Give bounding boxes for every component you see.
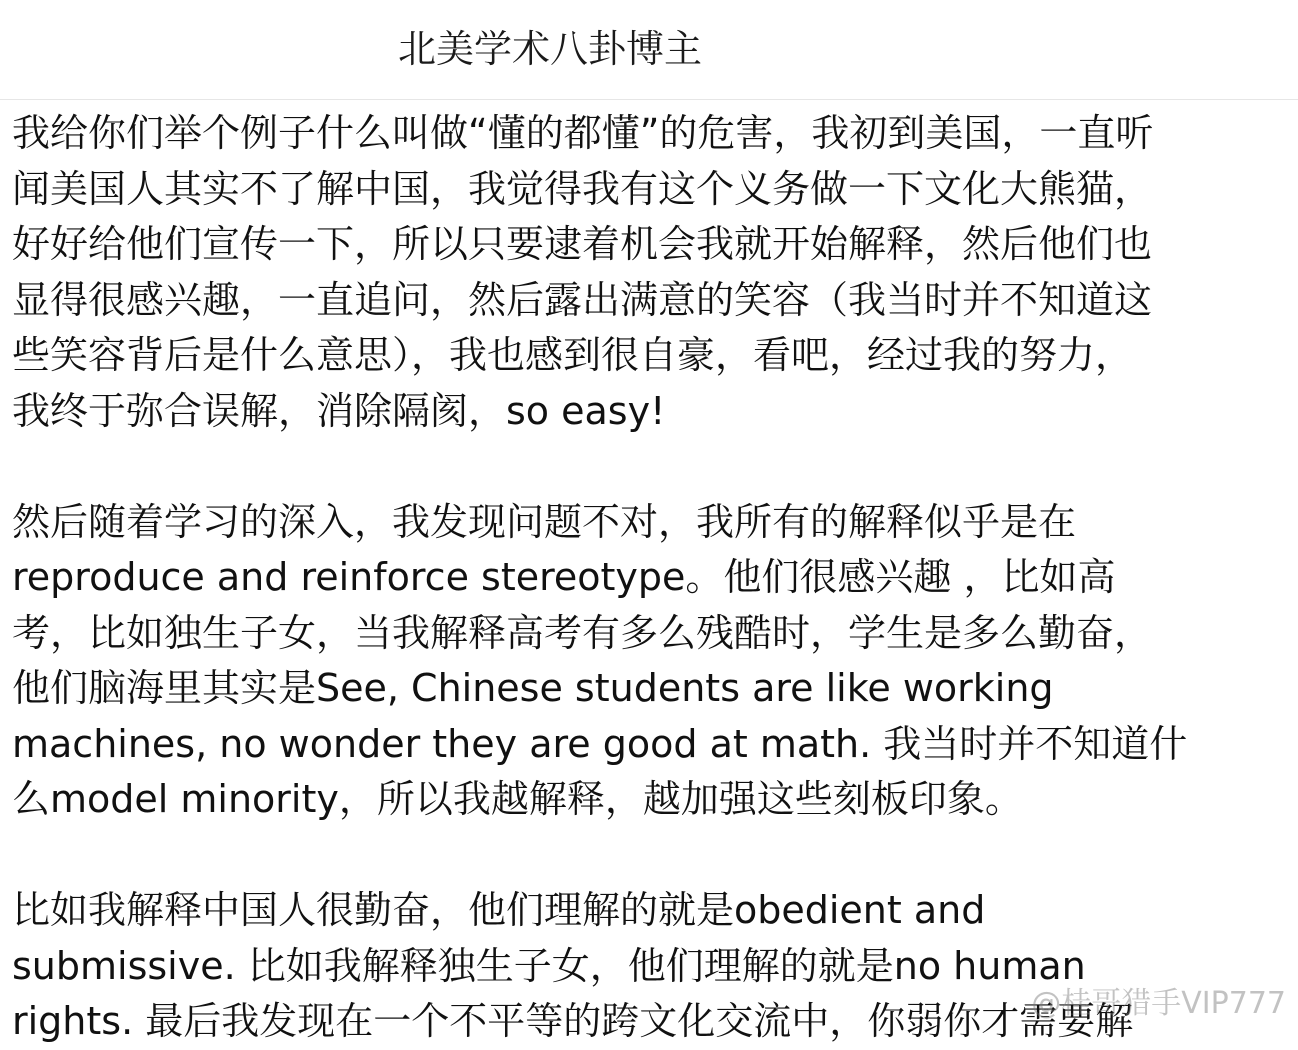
text-line: machines, no wonder they are good at math. 我当时并不知道什 [12,721,1188,766]
text-line: 么model minority，所以我越解释，越加强这些刻板印象。 [12,777,1023,821]
text-line: reproduce and reinforce stereotype。他们很感兴趣 ，比如高 [12,555,1116,599]
text-line: 些笑容背后是什么意思），我也感到很自豪，看吧，经过我的努力， [12,333,1134,377]
text-line: 他们脑海里其实是See, Chinese students are like working [12,666,1054,710]
paragraph-3 [12,883,1288,1050]
text-line: 显得很感兴趣，一直追问，然后露出满意的笑容（我当时并不知道这 [12,277,1153,322]
text-line: 我终于弥合误解，消除隔阂，so easy! [12,388,666,433]
text-line: 好好给他们宣传一下，所以只要逮着机会我就开始解释，然后他们也 [12,222,1153,266]
paragraph-spacer [12,828,1288,884]
text-line: 比如我解释中国人很勤奋，他们理解的就是obedient and [12,888,986,932]
paragraph-1 [12,106,1288,439]
text-line: 闻美国人其实不了解中国，我觉得我有这个义务做一下文化大熊猫， [12,166,1153,211]
text-line: 我给你们举个例子什么叫做“懂的都懂”的危害，我初到美国，一直听 [12,111,1154,155]
text-line: rights. 最后我发现在一个不平等的跨文化交流中，你弱你才需要解 [12,999,1134,1043]
paragraph-2 [12,495,1288,828]
text-line: submissive. 比如我解释独生子女，他们理解的就是no human [12,943,1086,988]
article-body [12,106,1288,1050]
page-header [0,0,1298,100]
paragraph-spacer [12,439,1288,495]
text-line: 然后随着学习的深入，我发现问题不对，我所有的解释似乎是在 [12,499,1077,544]
watermark: @桂哥猎手VIP777 [1031,986,1286,1021]
page-title: 北美学术八卦博主 [398,27,703,71]
text-line: 考，比如独生子女，当我解释高考有多么残酷时，学生是多么勤奋， [12,610,1153,655]
